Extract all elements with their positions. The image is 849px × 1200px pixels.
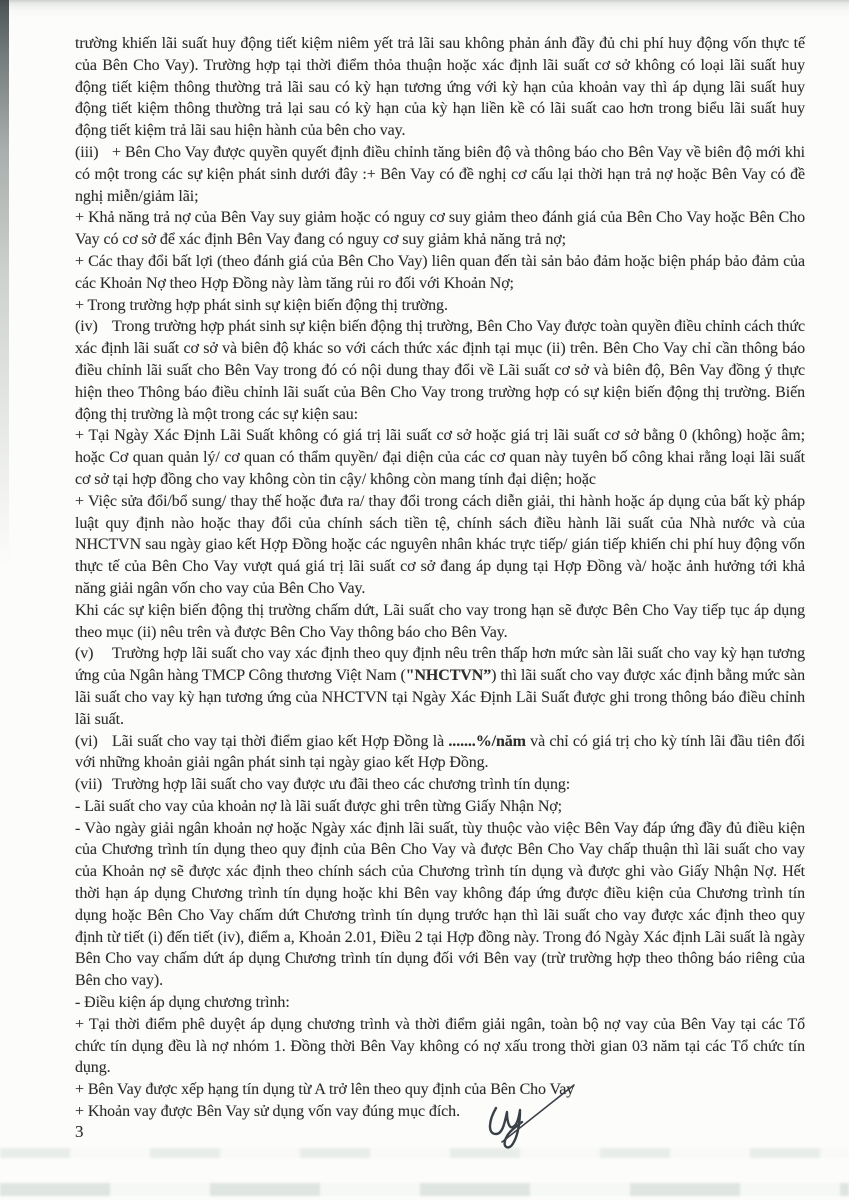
paragraph xyxy=(75,491,805,600)
paragraph xyxy=(75,774,805,796)
emphasized-text: "NHCTVN” xyxy=(405,667,492,685)
paragraph xyxy=(75,207,805,251)
body-text: Trong trường hợp phát sinh sự kiện biến động thị trường, Bên Cho Vay được toàn quyền điều chỉnh cách thức xác định lãi suất cơ sở và biên độ khác so với cách thức xác định tại mục (ii) trên. Bên Cho Vay chỉ cần thông báo điều chỉnh lãi suất cho Bên Vay trong đó có nội dung thay đổi về Lãi suất cơ sở và biên độ, Bên Vay đồng ý thực hiện theo Thông báo điều chỉnh lãi suất của Bên Cho Vay trong trường hợp có sự kiện biến động thị trường. Biến động thị trường là một trong các sự kiện sau: xyxy=(75,318,805,423)
body-text: Trường hợp lãi suất cho vay xác định theo quy định nêu trên thấp hơn mức sàn lãi suất cho vay kỳ hạn tương ứng của Ngân hàng TMCP Công thương Việt Nam ( xyxy=(75,645,805,685)
page-number: 3 xyxy=(75,1122,84,1141)
scan-bottom-edge-shadow xyxy=(0,1183,849,1196)
paragraph xyxy=(75,425,805,490)
body-text: + Tại thời điểm phê duyệt áp dụng chương trình và thời điểm giải ngân, toàn bộ nợ vay của Bên Vay tại các Tổ chức tín dụng đều là nợ nhóm 1. Đồng thời Bên Vay không có nợ xấu trong thời gian 03 năm tại các Tổ chức tín dụng. xyxy=(75,1015,805,1077)
body-text: + Các thay đổi bất lợi (theo đánh giá của Bên Cho Vay) liên quan đến tài sản bảo đảm hoặc biện pháp bảo đảm của các Khoản Nợ theo Hợp Đồng này làm tăng rủi ro đối với Khoản Nợ; xyxy=(75,252,805,292)
body-text: + Việc sửa đổi/bổ sung/ thay thế hoặc đưa ra/ thay đổi trong cách diễn giải, thi hành hoặc áp dụng của bất kỳ pháp luật quy định nào hoặc thay đổi của chính sách tiền tệ, chính sách điều hành lãi suất của Nhà nước và của NHCTVN sau ngày giao kết Hợp Đồng hoặc các nguyên nhân khác trực tiếp/ gián tiếp khiến chi phí huy động vốn thực tế của Bên Cho Vay vượt quá giá trị lãi suất cơ sở đang áp dụng tại Hợp Đồng và/ hoặc ảnh hưởng tới khả năng giải ngân vốn cho vay của Bên Cho Vay. xyxy=(75,492,805,597)
body-text: Khi các sự kiện biến động thị trường chấm dứt, Lãi suất cho vay trong hạn sẽ được Bên Cho Vay tiếp tục áp dụng theo mục (ii) nêu trên và được Bên Cho Vay thông báo cho Bên Vay. xyxy=(75,601,805,641)
paragraph xyxy=(75,1101,805,1123)
body-text: + Tại Ngày Xác Định Lãi Suất không có giá trị lãi suất cơ sở hoặc giá trị lãi suất cơ sở bằng 0 (không) hoặc âm; hoặc Cơ quan quản lý/ cơ quan có thẩm quyền/ đại diện của các cơ quan này tuyên bố công khai rằng loại lãi suất cơ sở tại hợp đồng cho vay không còn tin cậy/ không còn mang tính đại diện; hoặc xyxy=(75,427,805,488)
paragraph xyxy=(75,33,805,142)
paragraph xyxy=(75,643,805,730)
paragraph-label: (vii) xyxy=(75,776,103,794)
scan-bottom-streak xyxy=(0,1148,849,1158)
paragraph xyxy=(75,600,805,644)
paragraph xyxy=(75,316,805,425)
body-text: + Bên Cho Vay được quyền quyết định điều chỉnh tăng biên độ và thông báo cho Bên Vay về biên độ mới khi có một trong các sự kiện phát sinh dưới đây :+ Bên Vay có đề nghị cơ cấu lại thời hạn trả nợ hoặc Bên Vay có đề nghị miễn/giảm lãi; xyxy=(75,143,805,205)
paragraph xyxy=(75,251,805,295)
paragraph-label: (v) xyxy=(75,645,94,663)
body-text: Trường hợp lãi suất cho vay được ưu đãi theo các chương trình tín dụng: xyxy=(112,776,571,794)
paragraph xyxy=(75,818,805,992)
scan-left-edge-shadow xyxy=(0,0,9,570)
body-text: Lãi suất cho vay tại thời điểm giao kết Hợp Đồng là xyxy=(112,732,449,750)
scan-top-edge-shadow xyxy=(0,0,849,17)
emphasized-text: .......%/năm xyxy=(448,732,526,750)
body-text: + Khoản vay được Bên Vay sử dụng vốn vay đúng mục đích. xyxy=(75,1103,460,1121)
body-text: - Lãi suất cho vay của khoản nợ là lãi suất được ghi trên từng Giấy Nhận Nợ; xyxy=(75,797,562,815)
paragraph xyxy=(75,731,805,775)
body-text: ) thì lãi suất cho vay được xác định bằng mức sàn lãi suất cho vay kỳ hạn tương ứng của NHCTVN tại Ngày Xác Định Lãi Suất được ghi trong thông báo điều chỉnh lãi suất. xyxy=(75,667,805,728)
paragraph xyxy=(75,1079,805,1101)
paragraph xyxy=(75,992,805,1014)
paragraph-label: (iv) xyxy=(75,318,98,336)
body-text: + Trong trường hợp phát sinh sự kiện biến động thị trường. xyxy=(75,296,448,314)
paragraph xyxy=(75,295,805,317)
paragraph xyxy=(75,1014,805,1079)
body-text: trường khiến lãi suất huy động tiết kiệm niêm yết trả lãi sau không phản ánh đầy đủ chi phí huy động vốn thực tế của Bên Cho Vay). Trường hợp tại thời điểm thỏa thuận hoặc xác định lãi suất cơ sở không có loại lãi suất huy động tiết kiệm thông thường trả lãi sau có kỳ hạn tương ứng với kỳ hạn của khoản vay thì áp dụng lãi suất huy động tiết kiệm thông thường trả lại sau có kỳ hạn của kỳ hạn liền kề có lãi suất cao hơn trong biểu lãi suất huy động tiết kiệm trả lãi sau hiện hành của bên cho vay. xyxy=(75,35,805,140)
paragraph xyxy=(75,796,805,818)
body-text: và chỉ có giá trị cho kỳ tính lãi đầu tiên đối với những khoản giải ngân phát sinh tại ngày giao kết Hợp Đồng. xyxy=(75,732,805,772)
body-text: + Khả năng trả nợ của Bên Vay suy giảm hoặc có nguy cơ suy giảm theo đánh giá của Bên Cho Vay hoặc Bên Cho Vay có cơ sở để xác định Bên Vay đang có nguy cơ suy giảm khả năng trả nợ; xyxy=(75,209,805,249)
body-text: + Bên Vay được xếp hạng tín dụng từ A trở lên theo quy định của Bên Cho Vay xyxy=(75,1081,575,1099)
body-text: - Vào ngày giải ngân khoản nợ hoặc Ngày xác định lãi suất, tùy thuộc vào việc Bên Vay đáp ứng đầy đủ điều kiện của Chương trình tín dụng theo quy định của Bên Cho Vay và được Bên Cho Vay chấp thuận thì lãi suất cho vay của Khoản nợ sẽ được xác định theo chính sách của Chương trình tín dụng và được ghi vào Giấy Nhận Nợ. Hết thời hạn áp dụng Chương trình tín dụng hoặc khi Bên vay không đáp ứng được điều kiện của Chương trình tín dụng hoặc Bên Cho Vay chấm dứt Chương trình tín dụng trước hạn thì lãi suất cho vay được xác định theo quy định từ tiết (i) đến tiết (iv), điểm a, Khoản 2.01, Điều 2 tại Hợp đồng này. Trong đó Ngày Xác định Lãi suất là ngày Bên Cho vay chấm dứt áp dụng Chương trình tín dụng đối với Bên vay (trừ trường hợp theo thông báo riêng của Bên cho vay). xyxy=(75,819,805,990)
document-text-body xyxy=(75,33,805,1123)
paragraph-label: (vi) xyxy=(75,732,98,750)
paragraph xyxy=(75,142,805,207)
body-text: - Điều kiện áp dụng chương trình: xyxy=(75,994,290,1012)
paragraph-label: (iii) xyxy=(75,143,99,161)
